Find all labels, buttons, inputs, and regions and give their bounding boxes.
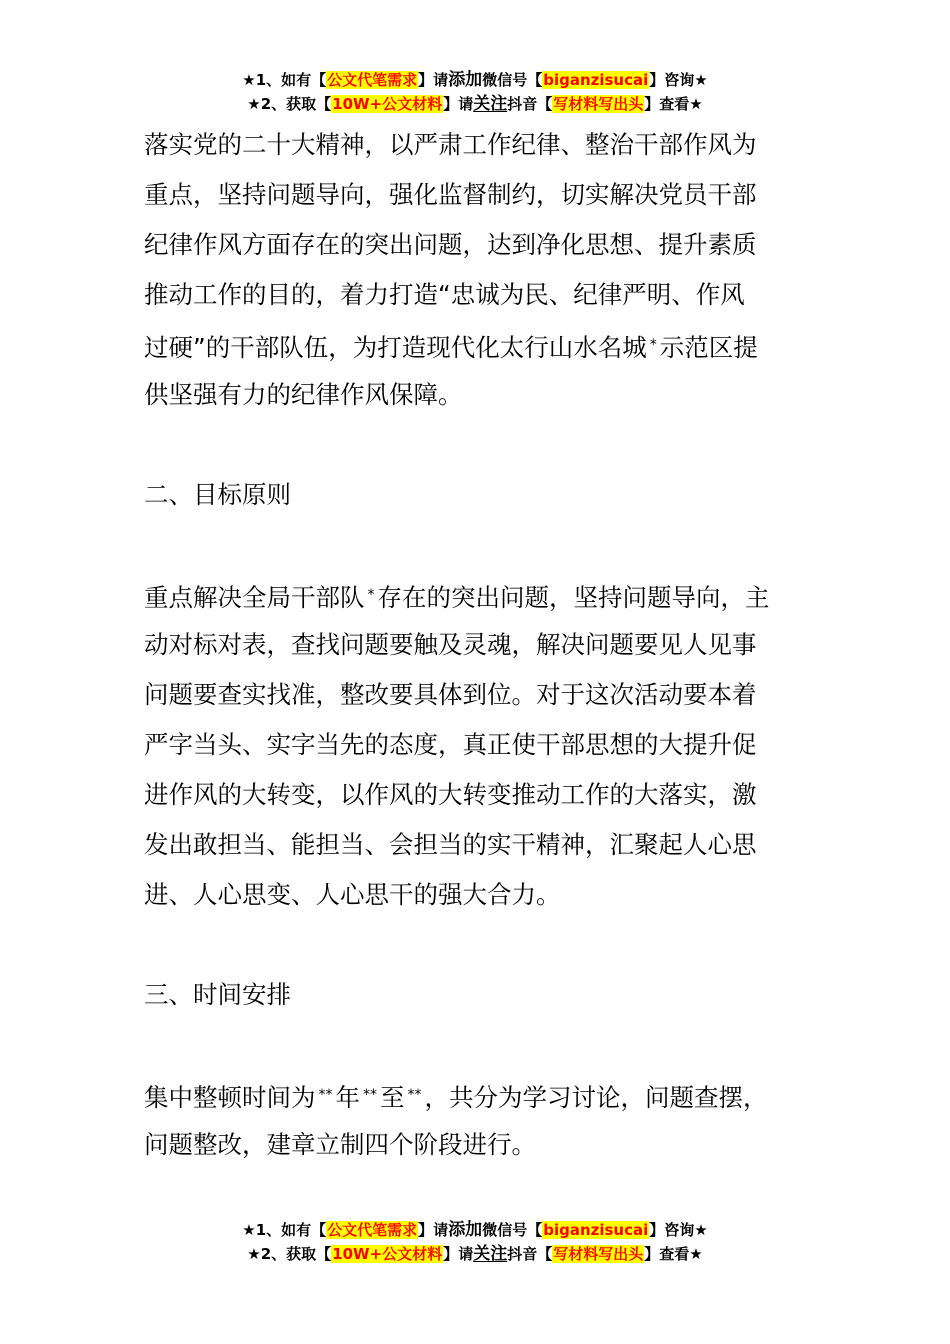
paragraph-line: 重点解决全局干部队 * 存在的突出问题，坚持问题导向，主 — [144, 583, 770, 612]
banner-line-2: ★2、获取【10W+公文材料】请关注抖音【写材料写出头】查看★ — [247, 94, 703, 114]
section-heading-goals: 二、目标原则 — [144, 480, 291, 509]
paragraph-line: 供坚强有力的纪律作风保障。 — [144, 380, 463, 409]
paragraph-line: 进、人心思变、人心思干的强大合力。 — [144, 880, 561, 909]
banner-line-1: ★1、如有【公文代笔需求】请添加微信号【biganzisucai】咨询★ — [242, 1220, 708, 1240]
highlight-wechat-id: biganzisucai — [543, 71, 649, 89]
paragraph-line: 问题整改，建章立制四个阶段进行。 — [144, 1130, 536, 1159]
paragraph-line: 重点，坚持问题导向，强化监督制约，切实解决党员干部 — [144, 180, 757, 209]
highlight-materials: 10W+公文材料 — [332, 1245, 443, 1263]
paragraph-line: 纪律作风方面存在的突出问题，达到净化思想、提升素质 — [144, 230, 757, 259]
paragraph-line: 集中整顿时间为 ** 年 ** 至 ** ，共分为学习讨论，问题查摆， — [144, 1083, 768, 1112]
document-body — [144, 120, 844, 1170]
redaction-mark: ** — [363, 1087, 377, 1103]
highlight-douyin-id: 写材料写出头 — [553, 1245, 644, 1263]
banner-line-1: ★1、如有【公文代笔需求】请添加微信号【biganzisucai】咨询★ — [242, 70, 708, 90]
paragraph-line: 动对标对表，查找问题要触及灵魂，解决问题要见人见事 — [144, 630, 757, 659]
highlight-service: 公文代笔需求 — [327, 1221, 418, 1239]
paragraph-line: 推动工作的目的，着力打造“忠诚为民、纪律严明、作风 — [144, 280, 745, 309]
paragraph-line: 问题要查实找准，整改要具体到位。对于这次活动要本着 — [144, 680, 757, 709]
redaction-mark: * — [649, 337, 657, 353]
paragraph-line: 落实党的二十大精神，以严肃工作纪律、整治干部作风为 — [144, 130, 757, 159]
paragraph-line: 过硬”的干部队伍，为打造现代化太行山水名城 * 示范区提 — [144, 333, 758, 362]
paragraph-line: 严字当头、实字当先的态度，真正使干部思想的大提升促 — [144, 730, 757, 759]
paragraph-line: 发出敢担当、能担当、会担当的实干精神，汇聚起人心思 — [144, 830, 757, 859]
paragraph-line: 进作风的大转变，以作风的大转变推动工作的大落实，激 — [144, 780, 757, 809]
redaction-mark: ** — [318, 1087, 333, 1103]
header-banner — [0, 68, 950, 116]
section-heading-schedule: 三、时间安排 — [144, 980, 291, 1009]
redaction-mark: ** — [407, 1087, 422, 1103]
footer-banner — [0, 1218, 950, 1266]
highlight-douyin-id: 写材料写出头 — [553, 95, 644, 113]
highlight-wechat-id: biganzisucai — [543, 1221, 649, 1239]
banner-line-2: ★2、获取【10W+公文材料】请关注抖音【写材料写出头】查看★ — [247, 1244, 703, 1264]
highlight-materials: 10W+公文材料 — [332, 95, 443, 113]
highlight-service: 公文代笔需求 — [327, 71, 418, 89]
redaction-mark: * — [367, 587, 375, 603]
